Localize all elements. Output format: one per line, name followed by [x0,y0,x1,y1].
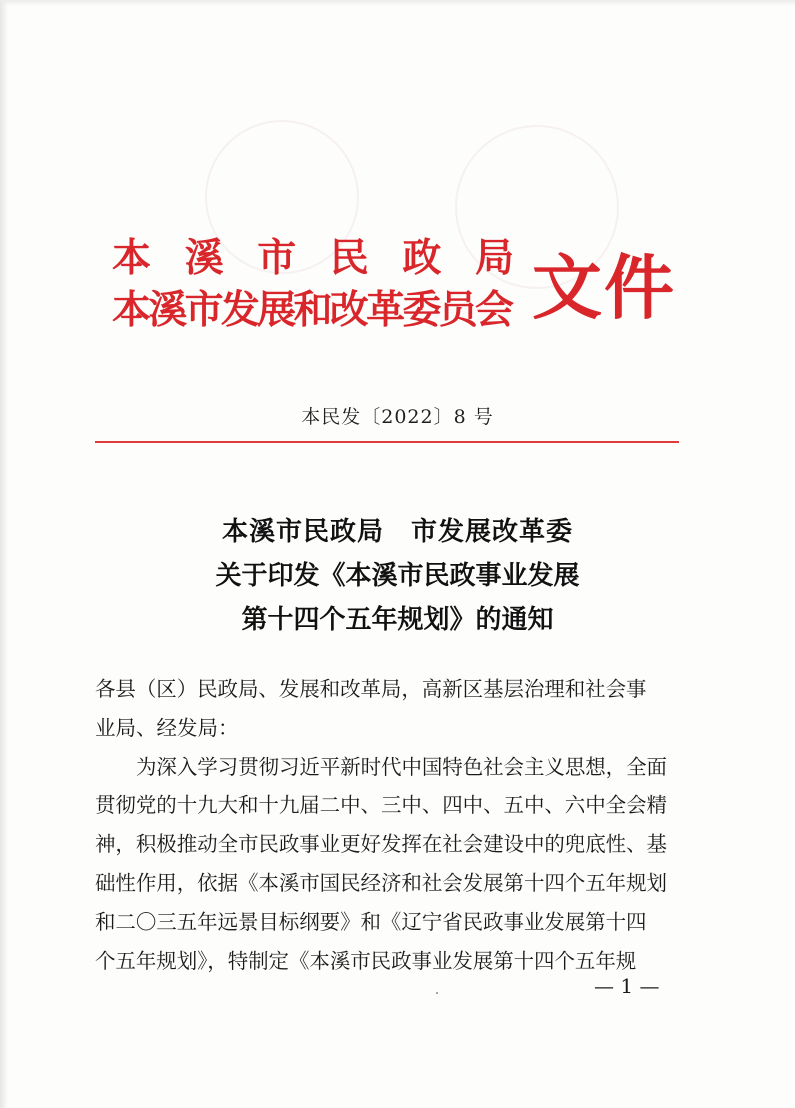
body-paragraph-line: 个五年规划》，特制定《本溪市民政事业发展第十四个五年规 [95,948,637,973]
title-line: 本溪市民政局 市发展改革委 [221,517,573,547]
body-paragraph-line: 神，积极推动全市民政事业更好发挥在社会建设中的兜底性、基 [95,832,667,857]
issuing-org-line-2: 本溪市发展和改革委员会 [112,287,512,333]
title-line: 第十四个五年规划》的通知 [241,605,554,635]
issuing-org-line-1: 本溪市民政局 [112,235,548,281]
document-type-label: 文件 [532,246,676,329]
body-paragraph-line: 为深入学习贯彻习近平新时代中国特色社会主义思想，全面 [136,754,667,779]
document-title [0,510,795,642]
red-separator-rule [95,441,679,443]
title-line: 关于印发《本溪市民政事业发展 [215,561,580,591]
recipients-line: 各县（区）民政局、发展和改革局，高新区基层治理和社会事 [95,677,647,701]
document-number: 本民发〔2022〕8 号 [301,406,494,428]
page-number: — 1 — [594,974,660,998]
body-paragraph-line: 础性作用，依据《本溪市国民经济和社会发展第十四个五年规划 [95,870,667,895]
body-paragraph-line: 和二〇三五年远景目标纲要》和《辽宁省民政事业发展第十四 [95,909,647,934]
scan-speck [436,992,438,994]
document-body [95,670,695,980]
recipients-line: 业局、经发局： [95,715,239,740]
page-edge-shadow-top [0,0,795,6]
body-paragraph-line: 贯彻党的十九大和十九届二中、三中、四中、五中、六中全会精 [95,793,667,818]
